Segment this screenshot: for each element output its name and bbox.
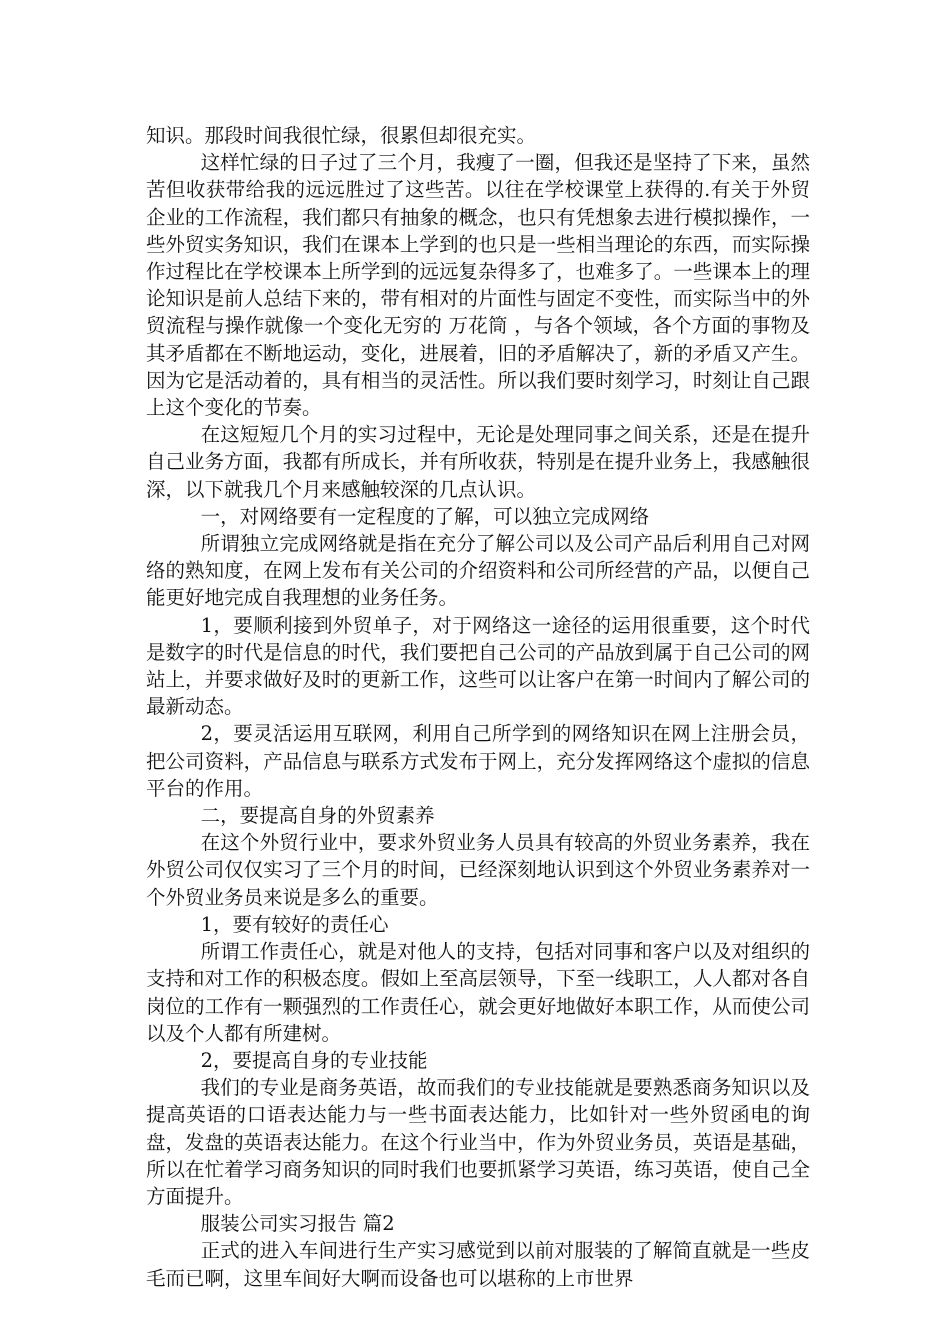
section-heading-network: 一，对网络要有一定程度的了解，可以独立完成网络 xyxy=(200,504,650,528)
report-title: 服装公司实习报告 篇2 xyxy=(200,1212,395,1236)
paragraph-body: 所谓工作责任心，就是对他人的支持，包括对同事和客户以及对组织的支持和对工作的积极态度。假如上至高层领导，下至一线职工，人人都对各自岗位的工作有一颗强烈的工作责任心，就会更好地做好本职工作，从而使公司以及个人都有所建树。 xyxy=(146,940,810,1045)
paragraph-body: 1，要顺利接到外贸单子，对于网络这一途径的运用很重要，这个时代是数字的时代是信息的时代，我们要把自己公司的产品放到属于自己公司的网站上，并要求做好及时的更新工作，这些可以让客户在第一时间内了解公司的最新动态。 xyxy=(146,613,810,719)
section-heading-trade-quality: 二，要提高自身的外贸素养 xyxy=(200,804,435,828)
paragraph-continuation: 知识。那段时间我很忙绿，很累但却很充实。 xyxy=(146,124,537,147)
paragraph-body: 正式的进入车间进行生产实习感觉到以前对服装的了解简直就是一些皮毛而已啊，这里车间好大啊而设备也可以堪称的上市世界 xyxy=(146,1239,810,1290)
paragraph-body: 2，要灵活运用互联网，利用自己所学到的网络知识在网上注册会员，把公司资料，产品信息与联系方式发布于网上，充分发挥网络这个虚拟的信息平台的作用。 xyxy=(146,722,810,800)
paragraph-body: 我们的专业是商务英语，故而我们的专业技能就是要熟悉商务知识以及提高英语的口语表达能力与一些书面表达能力，比如针对一些外贸函电的询盘，发盘的英语表达能力。在这个行业当中，作为外贸业务员，英语是基础，所以在忙着学习商务知识的同时我们也要抓紧学习英语，练习英语，使自己全方面提升。 xyxy=(146,1076,810,1208)
document-page xyxy=(146,122,810,1292)
paragraph-body: 这样忙绿的日子过了三个月，我瘦了一圈，但我还是坚持了下来，虽然苦但收获带给我的远远胜过了这些苦。以往在学校课堂上获得的.有关于外贸企业的工作流程，我们都只有抽象的概念，也只有凭想象去进行模拟操作，一些外贸实务知识，我们在课本上学到的也只是一些相当理论的东西，而实际操作过程比在学校课本上所学到的远远复杂得多了，也难多了。一些课本上的理论知识是前人总结下来的，带有相对的片面性与固定不变性，而实际当中的外贸流程与操作就像一个变化无穷的 万花筒 ，与各个领域，各个方面的事物及其矛盾都在不断地运动，变化，进展着，旧的矛盾解决了，新的矛盾又产生。因为它是活动着的，具有相当的灵活性。所以我们要时刻学习，时刻让自己跟上这个变化的节奏。 xyxy=(146,151,810,420)
subheading-responsibility: 1，要有较好的责任心 xyxy=(200,912,389,936)
paragraph-body: 所谓独立完成网络就是指在充分了解公司以及公司产品后利用自己对网络的熟知度，在网上发布有关公司的介绍资料和公司所经营的产品，以便自己能更好地完成自我理想的业务任务。 xyxy=(146,532,810,610)
paragraph-body: 在这短短几个月的实习过程中，无论是处理同事之间关系，还是在提升自己业务方面，我都有所成长，并有所收获，特别是在提升业务上，我感触很深，以下就我几个月来感触较深的几点认识。 xyxy=(146,423,810,501)
paragraph-body: 在这个外贸行业中，要求外贸业务人员具有较高的外贸业务素养，我在外贸公司仅仅实习了三个月的时间，已经深刻地认识到这个外贸业务素养对一个外贸业务员来说是多么的重要。 xyxy=(146,831,810,909)
subheading-professional-skills: 2，要提高自身的专业技能 xyxy=(200,1048,428,1072)
